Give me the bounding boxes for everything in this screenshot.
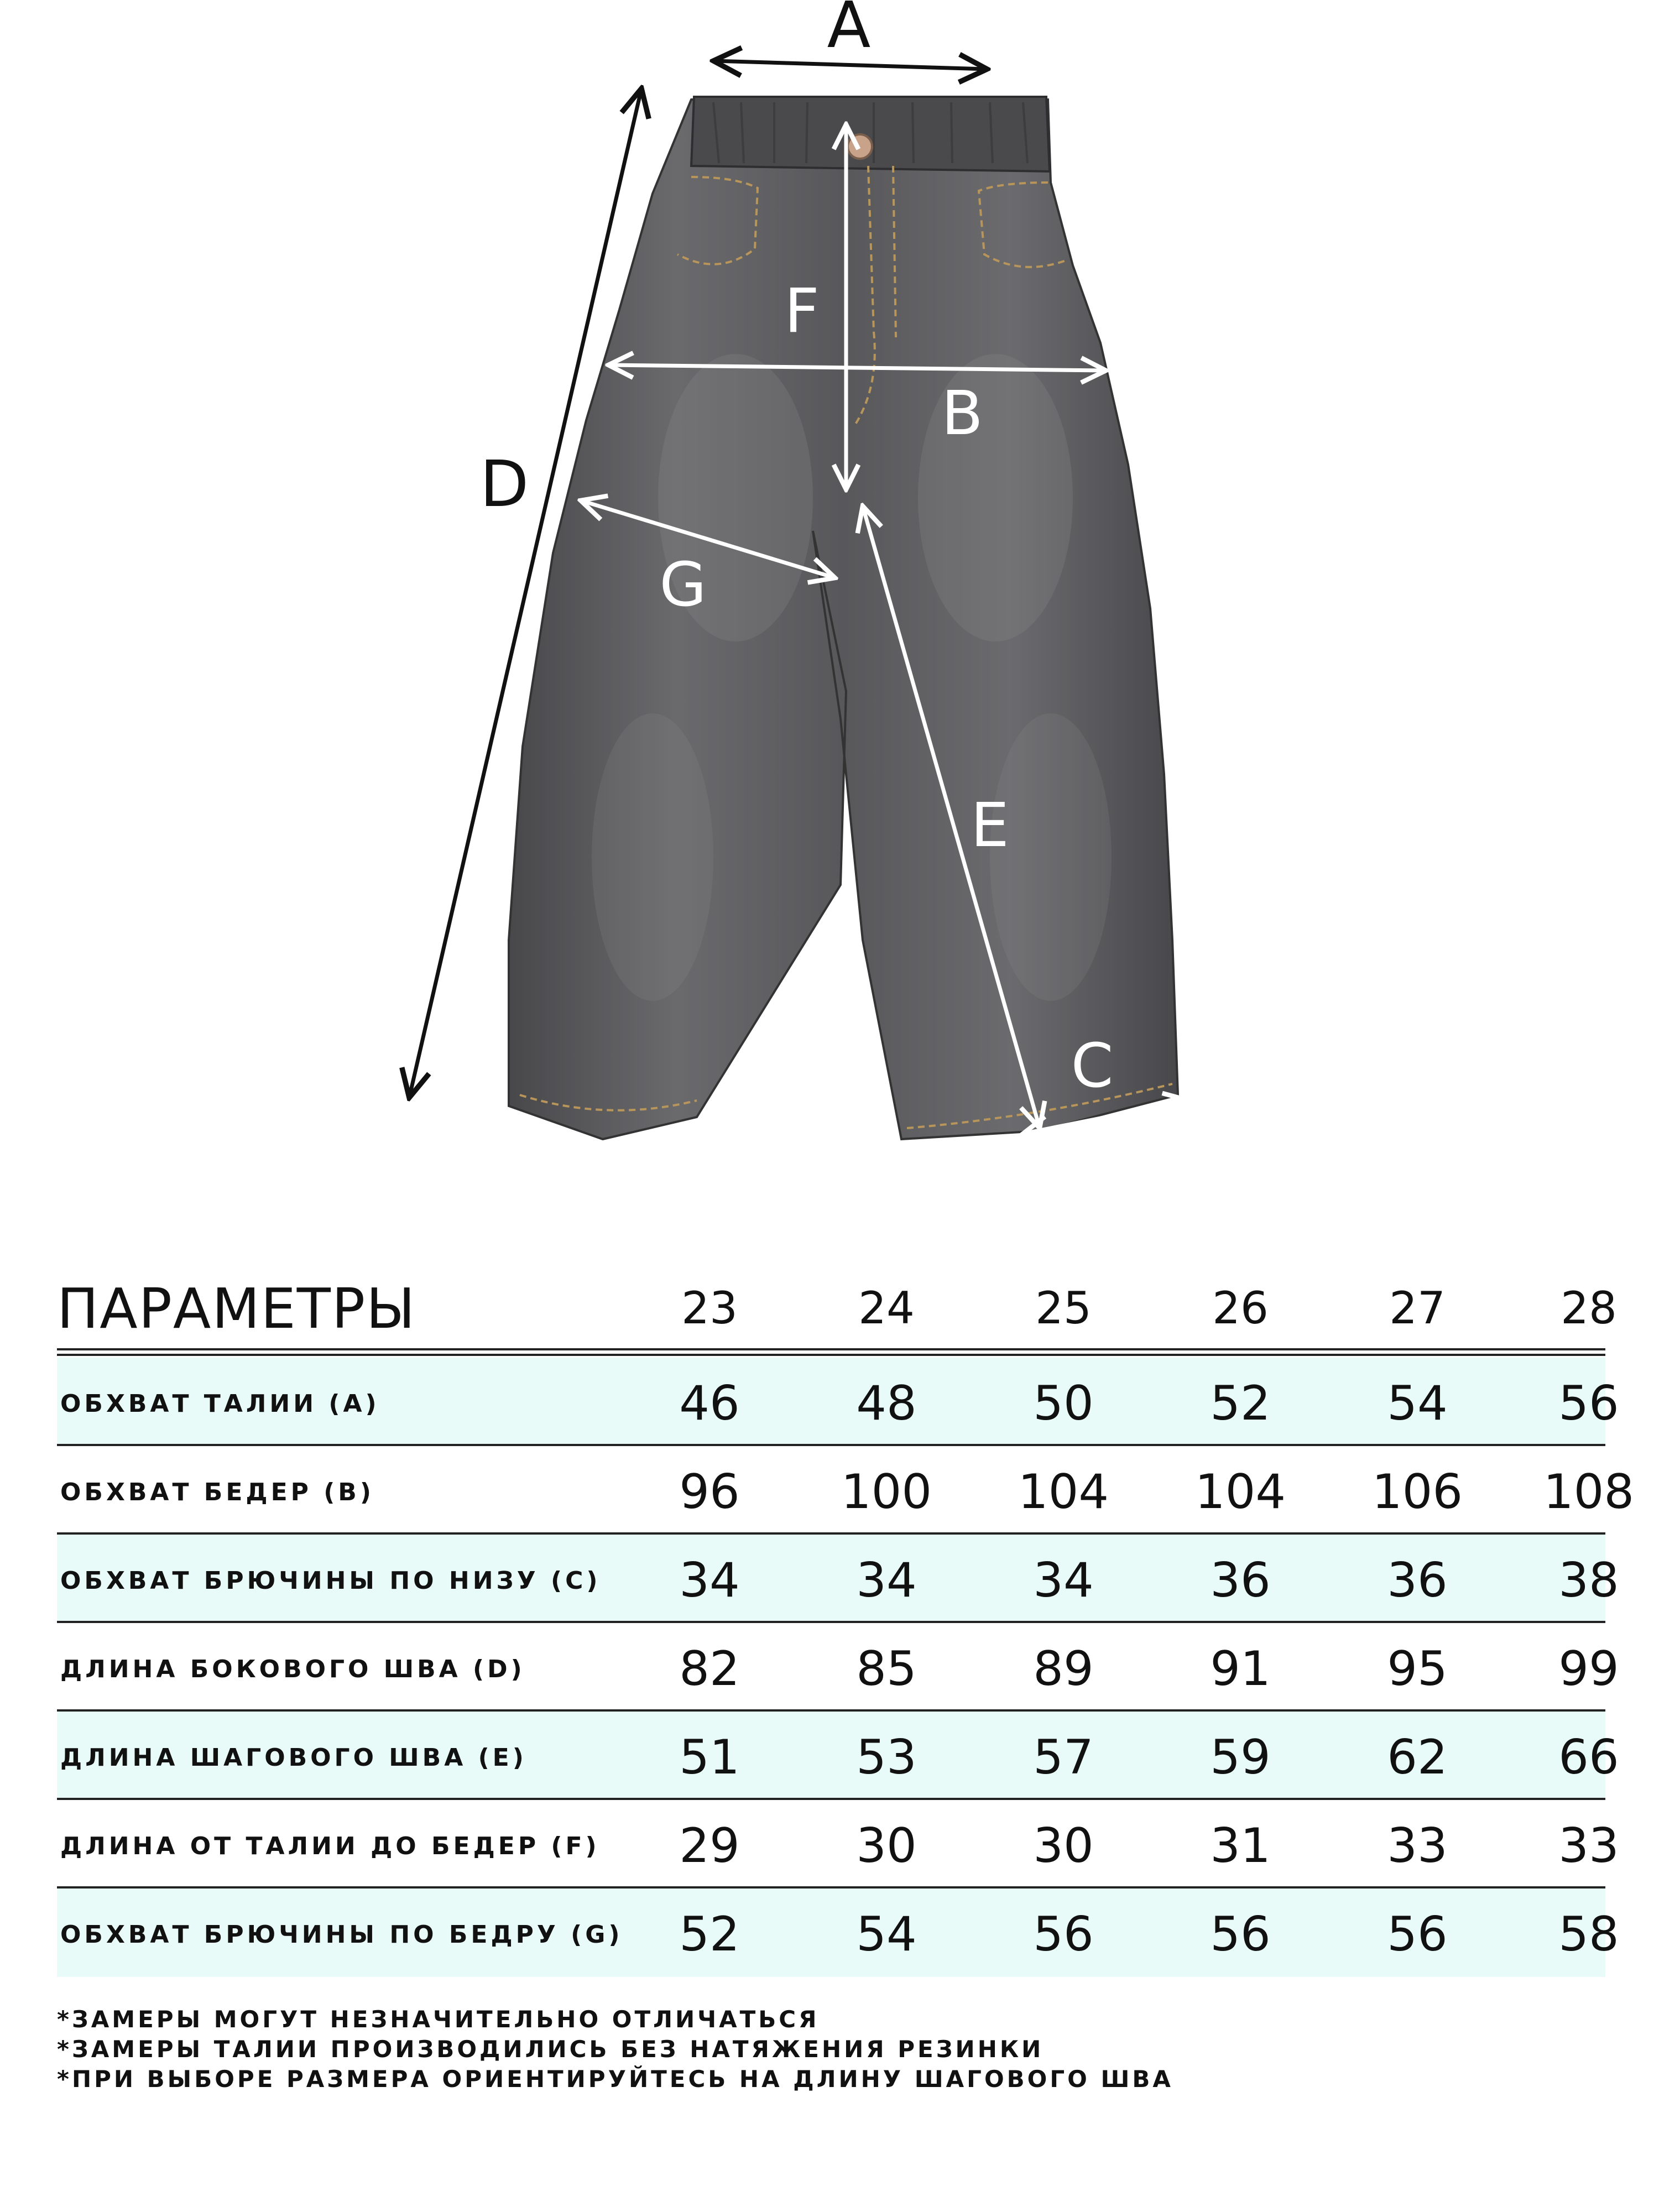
value-cell: 56 [1033, 1907, 1094, 1962]
header-divider [57, 1348, 1605, 1356]
label-a: A [827, 0, 871, 62]
size-header-cell: 23 [681, 1282, 738, 1334]
label-c: C [1071, 1030, 1114, 1101]
size-header-cell: 28 [1561, 1282, 1617, 1334]
value-cell: 34 [679, 1553, 740, 1608]
value-cell: 82 [679, 1641, 740, 1697]
value-cell: 54 [856, 1907, 917, 1962]
value-cell: 34 [856, 1553, 917, 1608]
table-row [57, 1712, 1619, 1800]
value-cell: 33 [1558, 1818, 1619, 1874]
param-label: ДЛИНА БОКОВОГО ШВА (D) [60, 1655, 525, 1683]
button [848, 134, 872, 159]
label-e: E [971, 790, 1009, 860]
param-label: ДЛИНА ШАГОВОГО ШВА (E) [60, 1744, 527, 1772]
value-cell: 57 [1033, 1730, 1094, 1785]
value-cell: 48 [856, 1376, 917, 1431]
table-row [57, 1358, 1619, 1446]
label-f: F [784, 275, 820, 346]
value-cell: 56 [1210, 1907, 1271, 1962]
value-cell: 46 [679, 1376, 740, 1431]
table-row [57, 1888, 1619, 1977]
table-row [57, 1535, 1619, 1623]
value-cell: 52 [679, 1907, 740, 1962]
value-cell: 36 [1210, 1553, 1271, 1608]
label-b: B [941, 378, 983, 448]
jeans-image [509, 97, 1178, 1139]
value-cell: 106 [1371, 1464, 1463, 1520]
table-row [57, 1446, 1635, 1535]
value-cell: 56 [1558, 1376, 1619, 1431]
value-cell: 91 [1210, 1641, 1271, 1697]
footnote: *ПРИ ВЫБОРЕ РАЗМЕРА ОРИЕНТИРУЙТЕСЬ НА ДЛИНУ ШАГОВОГО ШВА [57, 2065, 1173, 2093]
footnote: *ЗАМЕРЫ ТАЛИИ ПРОИЗВОДИЛИСЬ БЕЗ НАТЯЖЕНИЯ РЕЗИНКИ [57, 2036, 1044, 2063]
value-cell: 62 [1387, 1730, 1448, 1785]
value-cell: 66 [1558, 1730, 1619, 1785]
value-cell: 36 [1387, 1553, 1448, 1608]
footnotes [57, 2005, 1173, 2094]
size-header-cell: 27 [1389, 1282, 1446, 1334]
size-header-cell: 26 [1212, 1282, 1269, 1334]
value-cell: 51 [679, 1730, 740, 1785]
value-cell: 50 [1033, 1376, 1094, 1431]
waistband [691, 97, 1050, 171]
value-cell: 85 [856, 1641, 917, 1697]
footnote: *ЗАМЕРЫ МОГУТ НЕЗНАЧИТЕЛЬНО ОТЛИЧАТЬСЯ [57, 2006, 820, 2033]
value-cell: 30 [1033, 1818, 1094, 1874]
value-cell: 89 [1033, 1641, 1094, 1697]
value-cell: 104 [1194, 1464, 1286, 1520]
value-cell: 99 [1558, 1641, 1619, 1697]
size-header-cell: 25 [1035, 1282, 1092, 1334]
value-cell: 38 [1558, 1553, 1619, 1608]
param-label: ДЛИНА ОТ ТАЛИИ ДО БЕДЕР (F) [60, 1832, 600, 1860]
value-cell: 30 [856, 1818, 917, 1874]
table-title: ПАРАМЕТРЫ [57, 1276, 416, 1341]
param-label: ОБХВАТ БРЮЧИНЫ ПО БЕДРУ (G) [60, 1921, 623, 1949]
value-cell: 58 [1558, 1907, 1619, 1962]
param-label: ОБХВАТ БЕДЕР (B) [60, 1478, 374, 1506]
param-label: ОБХВАТ ТАЛИИ (А) [60, 1390, 380, 1418]
table-header-row [57, 1266, 1617, 1355]
table-row [57, 1623, 1619, 1712]
value-cell: 34 [1033, 1553, 1094, 1608]
value-cell: 59 [1210, 1730, 1271, 1785]
value-cell: 95 [1387, 1641, 1448, 1697]
label-d: D [479, 447, 529, 521]
value-cell: 56 [1387, 1907, 1448, 1962]
value-cell: 100 [841, 1464, 932, 1520]
value-cell: 33 [1387, 1818, 1448, 1874]
value-cell: 96 [679, 1464, 740, 1520]
value-cell: 104 [1018, 1464, 1109, 1520]
value-cell: 52 [1210, 1376, 1271, 1431]
value-cell: 108 [1543, 1464, 1635, 1520]
value-cell: 29 [679, 1818, 740, 1874]
param-label: ОБХВАТ БРЮЧИНЫ ПО НИЗУ (С) [60, 1567, 601, 1595]
value-cell: 54 [1387, 1376, 1448, 1431]
label-g: G [659, 549, 707, 620]
size-header-cell: 24 [858, 1282, 915, 1334]
value-cell: 31 [1210, 1818, 1271, 1874]
table-row [57, 1800, 1619, 1888]
value-cell: 53 [856, 1730, 917, 1785]
